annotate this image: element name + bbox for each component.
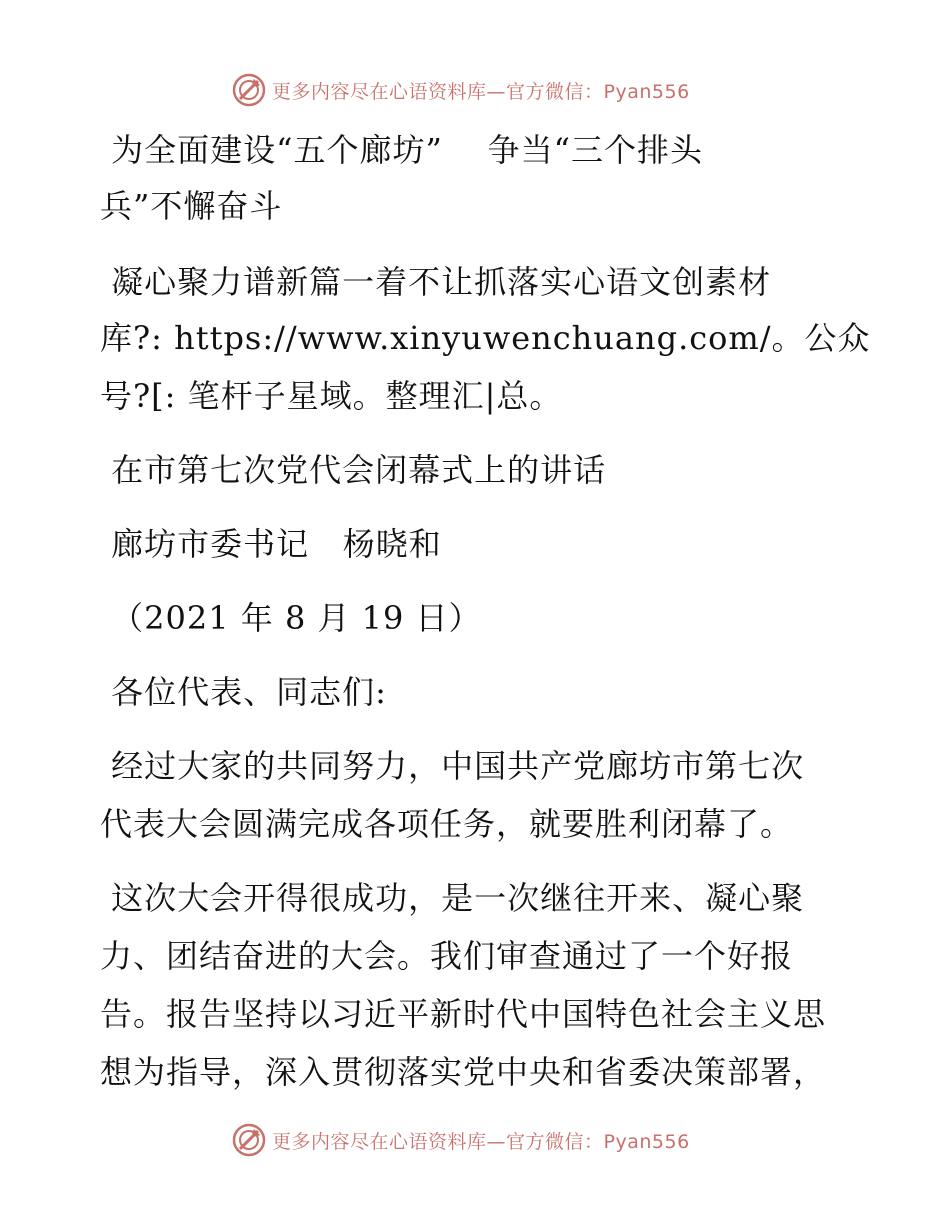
seal-logo-icon xyxy=(232,1123,266,1157)
watermark-text: 更多内容尽在心语资料库—官方微信：Pyan556 xyxy=(272,1130,690,1153)
notice-line-1: 凝心聚力谱新篇一着不让抓落实心语文创素材 xyxy=(100,263,772,301)
speaker-line: 廊坊市委书记 杨晓和 xyxy=(100,525,442,563)
paragraph-2-line-3: 告。报告坚持以习近平新时代中国特色社会主义思 xyxy=(100,995,827,1033)
watermark-banner-bottom xyxy=(232,1120,690,1160)
paragraph-1-line-1: 经过大家的共同努力，中国共产党廊坊市第七次 xyxy=(100,747,805,785)
notice-line-3: 号?[: 笔杆子星域。整理汇|总。 xyxy=(100,377,563,415)
salutation: 各位代表、同志们: xyxy=(100,673,387,711)
notice-line-2: 库?: https://www.xinyuwenchuang.com/。公众 xyxy=(100,319,871,357)
seal-logo-icon xyxy=(232,73,266,107)
watermark-banner-top xyxy=(232,70,690,110)
title-line-1: 为全面建设“五个廊坊” 争当“三个排头 xyxy=(100,131,703,169)
paragraph-2-line-2: 力、团结奋进的大会。我们审查通过了一个好报 xyxy=(100,937,794,975)
speech-title: 在市第七次党代会闭幕式上的讲话 xyxy=(100,451,607,489)
title-line-2: 兵”不懈奋斗 xyxy=(100,187,283,225)
paragraph-1-line-2: 代表大会圆满完成各项任务，就要胜利闭幕了。 xyxy=(100,805,794,843)
date-line: （2021 年 8 月 19 日） xyxy=(100,599,482,637)
watermark-text: 更多内容尽在心语资料库—官方微信：Pyan556 xyxy=(272,80,690,103)
paragraph-2-line-4: 想为指导，深入贯彻落实党中央和省委决策部署， xyxy=(100,1053,827,1091)
paragraph-2-line-1: 这次大会开得很成功，是一次继往开来、凝心聚 xyxy=(100,879,805,917)
